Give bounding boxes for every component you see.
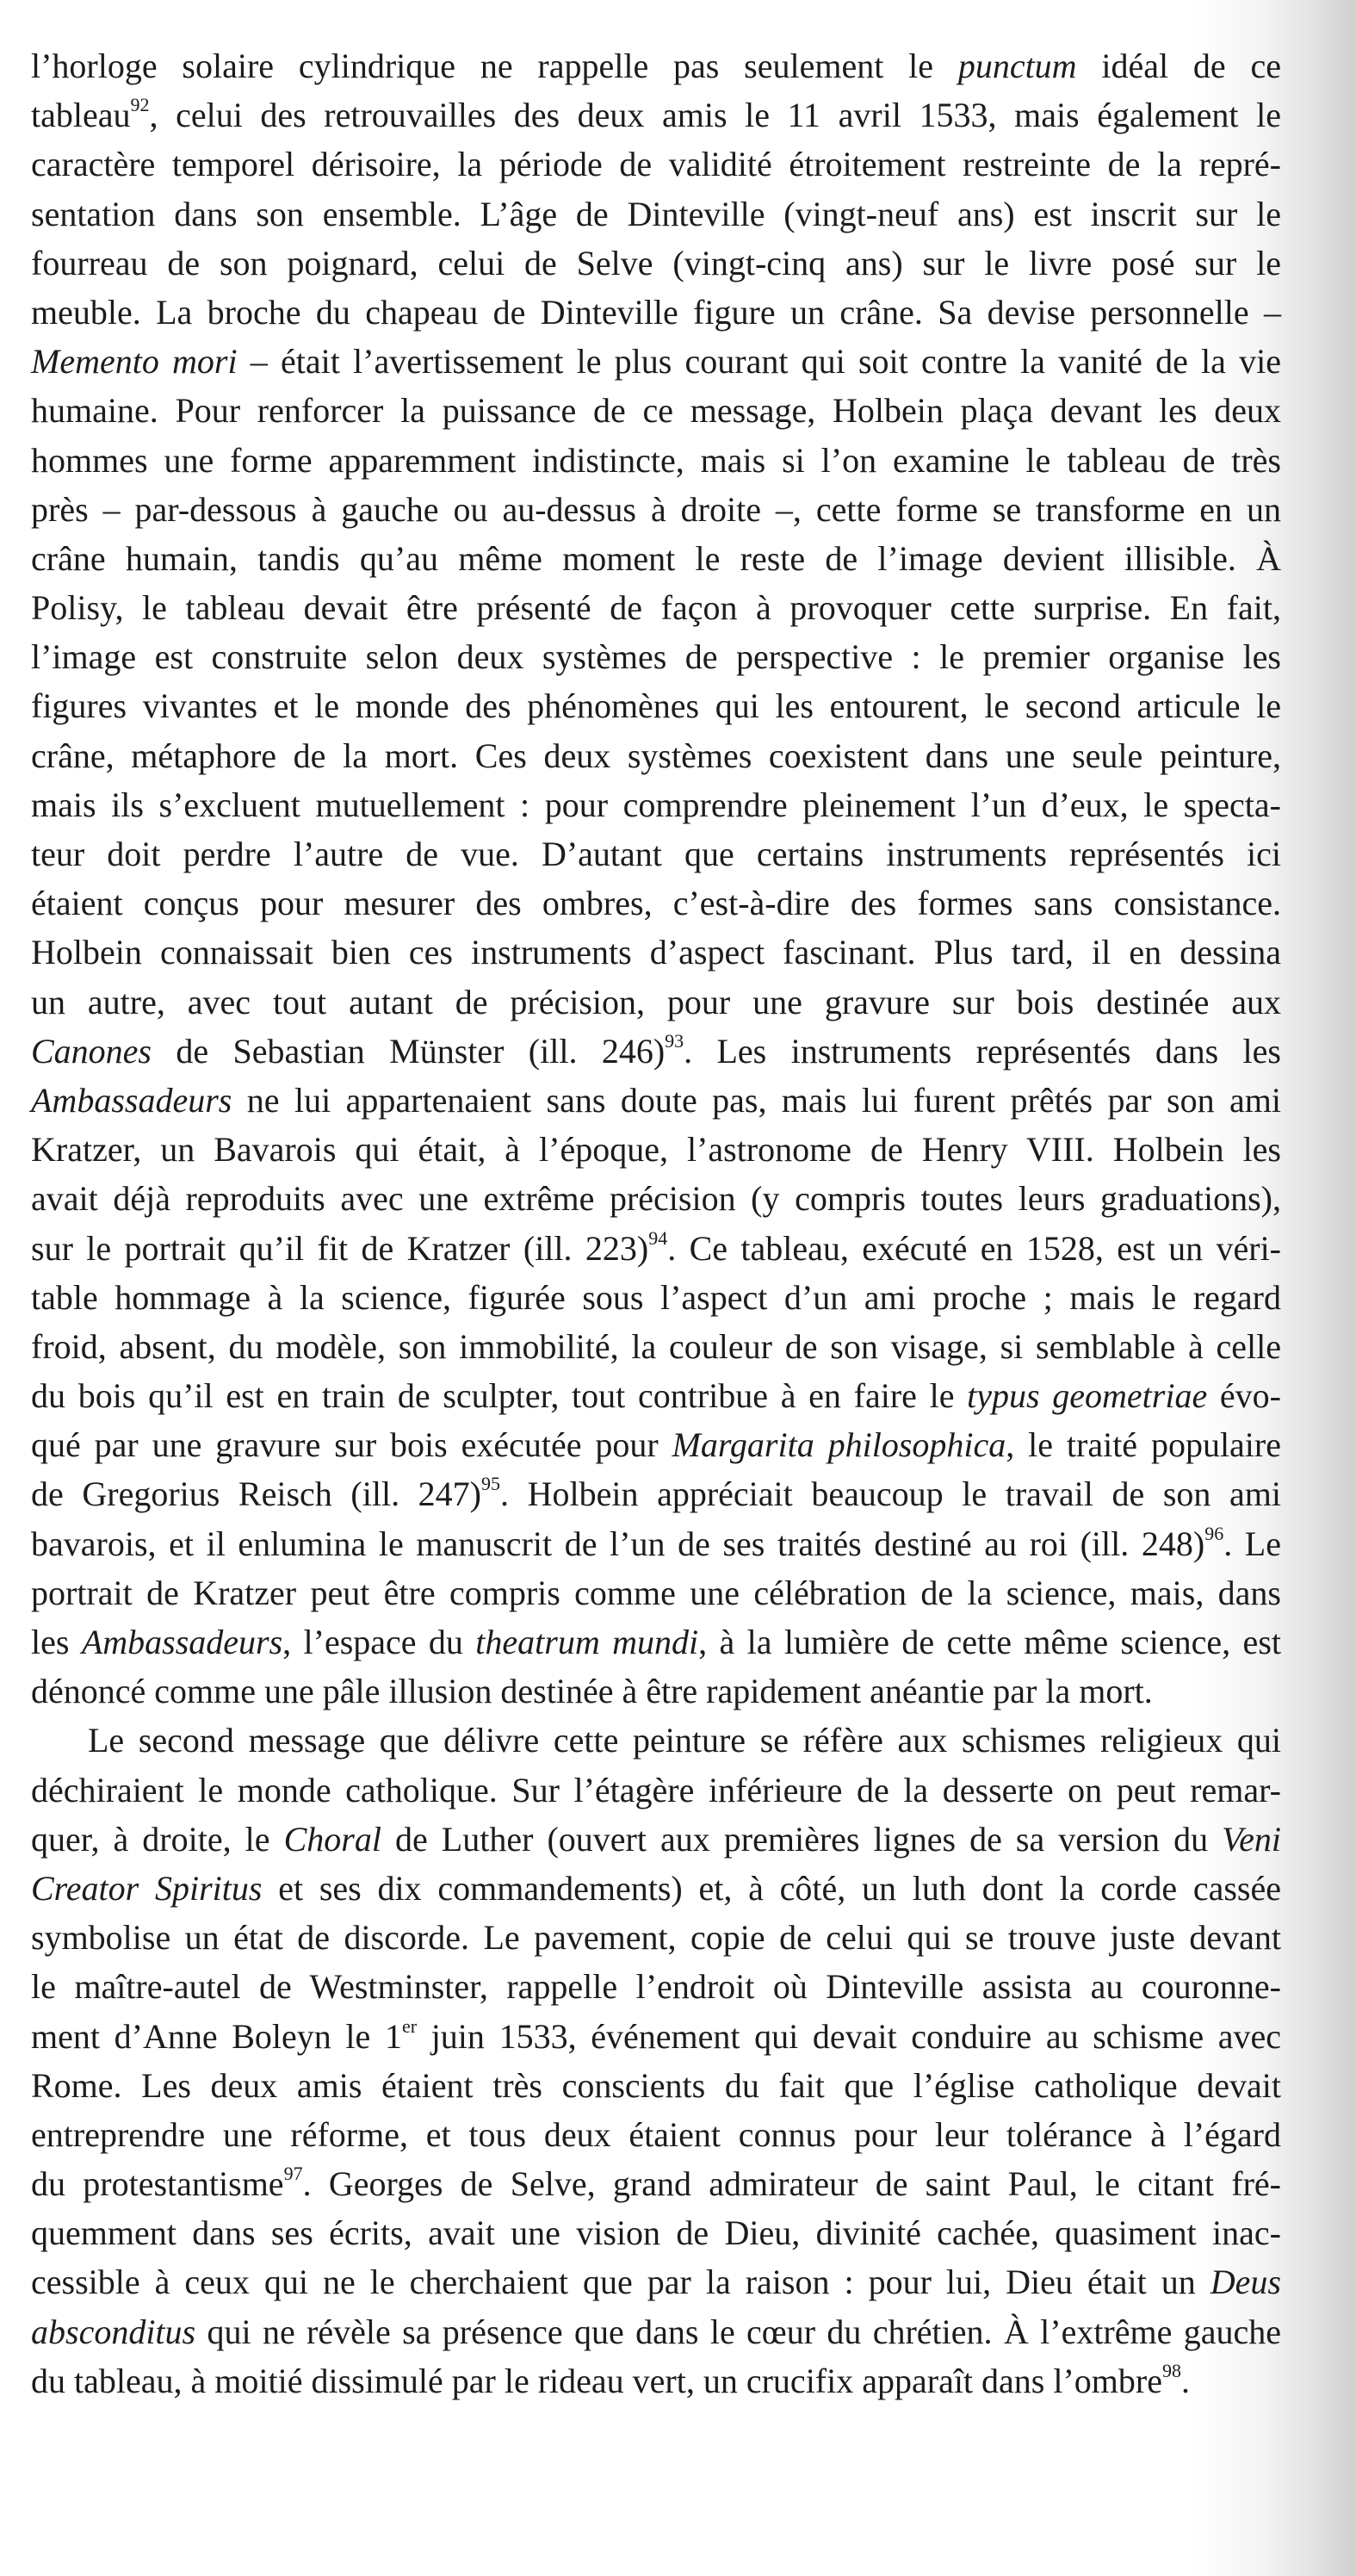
text-line: quemment dans ses écrits, avait une vision de Dieu, divinité cachée, quasiment inac-: [31, 2213, 1281, 2253]
text-line: avait déjà reproduits avec une extrême précision (y compris toutes leurs graduations),: [31, 1179, 1281, 1219]
text-line: absconditus qui ne révèle sa présence que dans le cœur du chrétien. À l’extrême gauche: [31, 2312, 1281, 2351]
text-line: crâne humain, tandis qu’au même moment le reste de l’image devient illisible. À: [31, 538, 1281, 578]
text-line: qué par une gravure sur bois exécutée pour Margarita philosophica, le traité populaire: [31, 1425, 1281, 1465]
text-line: humaine. Pour renforcer la puissance de ce message, Holbein plaça devant les deux: [31, 391, 1281, 431]
text-line: de Gregorius Reisch (ill. 247)$^{95}$. Holbein appréciait beaucoup le travail de son ami: [31, 1473, 1282, 1514]
text-line: figures vivantes et le monde des phénomènes qui les entourent, le second articule le: [31, 686, 1281, 726]
text-line: les Ambassadeurs, l’espace du theatrum mundi, à la lumière de cette même science, est: [31, 1623, 1281, 1661]
text-line: fourreau de son poignard, celui de Selve (vingt-cinq ans) sur le livre posé sur le: [31, 243, 1281, 282]
text-line: symbolise un état de discorde. Le pavement, copie de celui qui se trouve juste devant: [31, 1918, 1281, 1958]
text-line: Le second message que délivre cette peinture se réfère aux schismes religieux qui: [88, 1721, 1281, 1760]
text-line: le maître-autel de Westminster, rappelle l’endroit où Dinteville assista au couronne-: [31, 1967, 1281, 2007]
text-line: froid, absent, du modèle, son immobilité, la couleur de son visage, si semblable à celle: [31, 1326, 1281, 1366]
text-line: Polisy, le tableau devait être présenté de façon à provoquer cette surprise. En fait,: [31, 588, 1281, 628]
text-line: Canones de Sebastian Münster (ill. 246)$^{93}$. Les instruments représentés dans les: [31, 1029, 1281, 1071]
text-line: ment d’Anne Boleyn le 1er juin 1533, événement qui devait conduire au schisme avec: [31, 2014, 1282, 2056]
text-line: mais ils s’excluent mutuellement : pour comprendre pleinement l’un d’eux, le specta-: [31, 785, 1281, 824]
body-text: [31, 41, 1281, 2405]
text-line: cessible à ceux qui ne le cherchaient que par la raison : pour lui, Dieu était un Deus: [31, 2263, 1281, 2302]
paragraph-1: [31, 41, 1281, 1716]
text-line: crâne, métaphore de la mort. Ces deux systèmes coexistent dans une seule peinture,: [31, 736, 1281, 775]
text-line: Holbein connaissait bien ces instruments d’aspect fascinant. Plus tard, il en dessina: [31, 933, 1281, 972]
text-line: Kratzer, un Bavarois qui était, à l’époque, l’astronome de Henry VIII. Holbein les: [31, 1130, 1281, 1170]
paragraph-2: [31, 1716, 1281, 2405]
text-line: entreprendre une réforme, et tous deux étaient connus pour leur tolérance à l’égard: [31, 2114, 1281, 2154]
text-line: Creator Spiritus et ses dix commandements) et, à côté, un luth dont la corde cassée: [31, 1868, 1281, 1908]
text-line: l’horloge solaire cylindrique ne rappelle pas seulement le punctum idéal de ce: [31, 47, 1282, 85]
text-line: sur le portrait qu’il fit de Kratzer (ill. 223)$^{94}$. Ce tableau, exécuté en 1528, est un véri-: [31, 1226, 1281, 1268]
text-line: bavarois, et il enlumina le manuscrit de l’un de ses traités destiné au roi (ill. 248)$^{96}$. Le: [31, 1522, 1281, 1563]
text-line: déchiraient le monde catholique. Sur l’étagère inférieure de la desserte on peut remar-: [31, 1770, 1281, 1809]
text-line: Rome. Les deux amis étaient très conscients du fait que l’église catholique devait: [31, 2065, 1281, 2105]
text-line: teur doit perdre l’autre de vue. D’autant que certains instruments représentés ici: [31, 835, 1281, 873]
text-line: l’image est construite selon deux systèmes de perspective : le premier organise les: [31, 637, 1281, 677]
text-line: un autre, avec tout autant de précision, pour une gravure sur bois destinée aux: [31, 982, 1281, 1021]
text-line: meuble. La broche du chapeau de Dinteville figure un crâne. Sa devise personnelle –: [31, 292, 1281, 332]
text-line: du tableau, à moitié dissimulé par le rideau vert, un crucifix apparaît dans l’ombre$^{98}$.: [31, 2359, 1190, 2400]
text-line: sentation dans son ensemble. L’âge de Dinteville (vingt-neuf ans) est inscrit sur le: [31, 194, 1281, 233]
text-line: du bois qu’il est en train de sculpter, tout contribue à en faire le typus geometriae évo-: [31, 1376, 1282, 1416]
text-line: du protestantisme$^{97}$. Georges de Selve, grand admirateur de saint Paul, le citant fré-: [31, 2163, 1281, 2204]
text-line: portrait de Kratzer peut être compris comme une célébration de la science, mais, dans: [31, 1573, 1281, 1612]
text-line: dénoncé comme une pâle illusion destinée à être rapidement anéantie par la mort.: [31, 1672, 1153, 1711]
text-line: quer, à droite, le Choral de Luther (ouvert aux premières lignes de sa version du Veni: [31, 1819, 1281, 1859]
text-line: table hommage à la science, figurée sous l’aspect d’un ami proche ; mais le regard: [31, 1277, 1281, 1317]
text-line: étaient conçus pour mesurer des ombres, c’est-à-dire des formes sans consistance.: [31, 884, 1281, 923]
text-line: Ambassadeurs ne lui appartenaient sans doute pas, mais lui furent prêtés par son ami: [31, 1080, 1281, 1120]
text-line: Memento mori – était l’avertissement le plus courant qui soit contre la vanité de la vie: [31, 342, 1281, 382]
text-line: tableau$^{92}$, celui des retrouvailles des deux amis le 11 avril 1533, mais également le: [31, 94, 1281, 135]
text-line: hommes une forme apparemment indistincte, mais si l’on examine le tableau de très: [31, 440, 1281, 480]
text-line: près – par-dessous à gauche ou au-dessus à droite –, cette forme se transforme en un: [31, 489, 1281, 529]
text-line: caractère temporel dérisoire, la période de validité étroitement restreinte de la repré-: [31, 145, 1281, 184]
